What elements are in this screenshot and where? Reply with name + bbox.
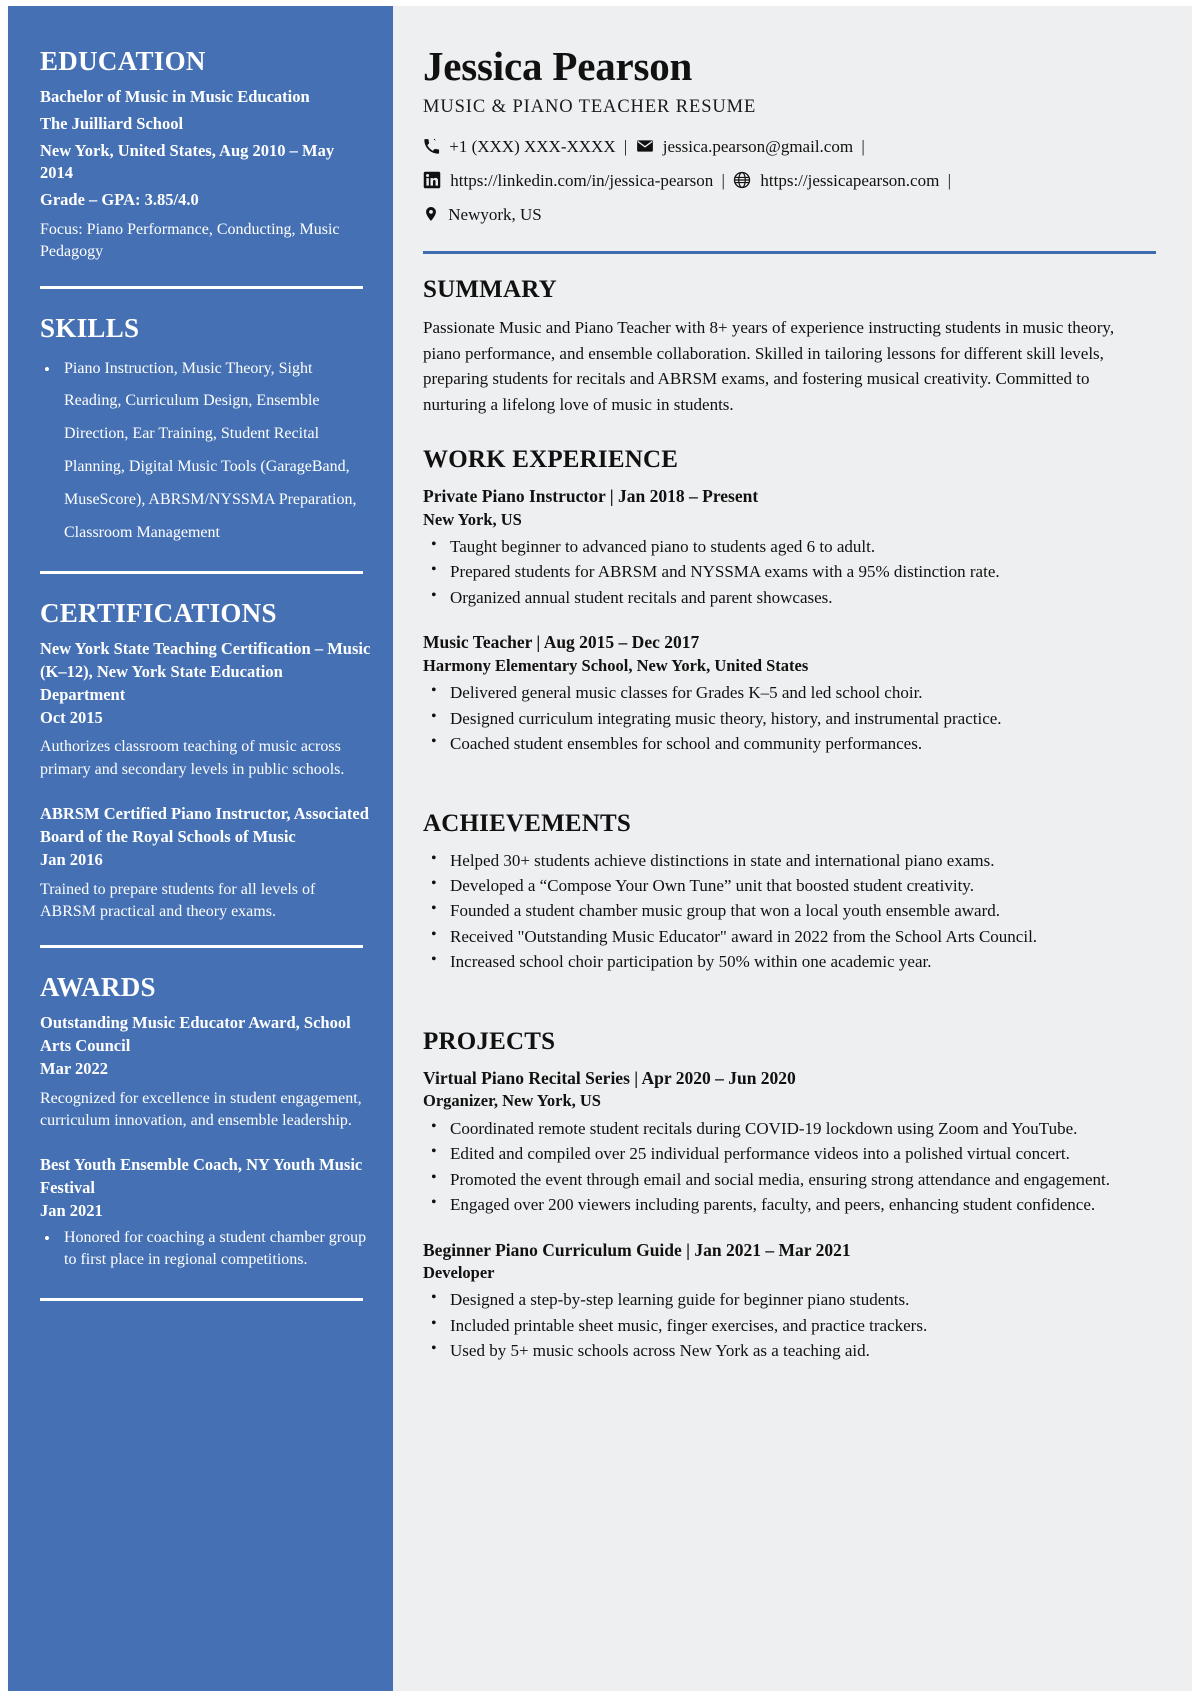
certifications-heading: CERTIFICATIONS	[40, 598, 277, 629]
section-skills	[40, 313, 371, 550]
project-title: Virtual Piano Recital Series | Apr 2020 – Jun 2020	[423, 1067, 796, 1088]
linkedin-icon	[423, 169, 441, 200]
project-entry	[423, 1067, 1156, 1217]
certification-title: New York State Teaching Certification – Music (K–12), New York State Education Department	[40, 639, 371, 704]
education-degree: Bachelor of Music in Music Education	[40, 87, 310, 106]
project-subtitle: Organizer, New York, US	[423, 1091, 601, 1111]
awards-heading: AWARDS	[40, 972, 156, 1003]
list-item: • Taught beginner to advanced piano to students aged 6 to adult.	[423, 535, 1156, 558]
education-heading: EDUCATION	[40, 46, 206, 76]
education-location-dates: New York, United States, Aug 2010 – May 2014	[40, 140, 335, 183]
section-certifications	[40, 598, 371, 923]
list-item: • Included printable sheet music, finger exercises, and practice trackers.	[423, 1314, 1156, 1337]
website-value[interactable]: https://jessicapearson.com	[760, 170, 940, 190]
projects-heading: PROJECTS	[423, 1027, 556, 1055]
section-summary	[423, 276, 1156, 418]
phone-value: +1 (XXX) XXX-XXXX	[449, 136, 616, 156]
section-projects	[423, 1028, 1156, 1363]
contact-info	[423, 132, 1156, 234]
location-value: Newyork, US	[448, 204, 542, 224]
contact-separator: |	[947, 170, 951, 190]
project-subtitle: Developer	[423, 1263, 495, 1283]
job-entry	[423, 631, 1156, 755]
job-bullets	[423, 681, 1156, 755]
certification-description: Authorizes classroom teaching of music across primary and secondary levels in public schools.	[40, 738, 345, 778]
job-title: Music Teacher | Aug 2015 – Dec 2017	[423, 632, 700, 653]
job-subtitle: New York, US	[423, 509, 522, 529]
location-pin-icon	[423, 203, 439, 234]
list-item: • Helped 30+ students achieve distinctions in state and international piano exams.	[423, 849, 1156, 872]
award-date: Jan 2021	[40, 1200, 103, 1220]
section-education	[40, 46, 371, 264]
education-school: The Juilliard School	[40, 113, 184, 133]
list-item: • Received "Outstanding Music Educator" award in 2022 from the School Arts Council.	[423, 925, 1156, 948]
certification-entry	[40, 638, 371, 781]
certification-title: ABRSM Certified Piano Instructor, Associated Board of the Royal Schools of Music	[40, 804, 369, 846]
award-entry	[40, 1012, 371, 1132]
contact-separator: |	[861, 136, 865, 156]
divider-bottom	[40, 1298, 363, 1301]
award-entry	[40, 1154, 371, 1272]
linkedin-value[interactable]: https://linkedin.com/in/jessica-pearson	[450, 170, 714, 190]
email-value[interactable]: jessica.pearson@gmail.com	[662, 136, 854, 156]
project-title: Beginner Piano Curriculum Guide | Jan 2021 – Mar 2021	[423, 1239, 851, 1260]
globe-icon	[733, 169, 751, 200]
education-focus: Focus: Piano Performance, Conducting, Music Pedagogy	[40, 220, 340, 261]
list-item: • Founded a student chamber music group that won a local youth ensemble award.	[423, 899, 1156, 922]
list-item: • Increased school choir participation by 50% within one academic year.	[423, 950, 1156, 973]
summary-heading: SUMMARY	[423, 275, 557, 303]
job-subtitle: Harmony Elementary School, New York, United States	[423, 655, 809, 675]
list-item: • Edited and compiled over 25 individual performance videos into a polished virtual concert.	[423, 1142, 1156, 1165]
list-item: • Engaged over 200 viewers including parents, faculty, and peers, enhancing student confidence.	[423, 1193, 1156, 1216]
list-item: • Organized annual student recitals and parent showcases.	[423, 586, 1156, 609]
award-title: Outstanding Music Educator Award, School Arts Council	[40, 1013, 351, 1056]
job-title: Private Piano Instructor | Jan 2018 – Present	[423, 486, 759, 507]
list-item: • Delivered general music classes for Grades K–5 and led school choir.	[423, 681, 1156, 704]
award-description: Recognized for excellence in student engagement, curriculum innovation, and ensemble leadership.	[40, 1089, 362, 1129]
divider-after-certifications	[40, 945, 363, 948]
email-icon	[636, 135, 654, 166]
header-divider	[423, 251, 1156, 254]
skills-heading: SKILLS	[40, 312, 140, 343]
resume-header	[423, 44, 1156, 254]
project-bullets	[423, 1288, 1156, 1362]
certification-description: Trained to prepare students for all levels of ABRSM practical and theory exams.	[40, 880, 316, 920]
section-awards	[40, 972, 371, 1272]
main-content	[393, 6, 1192, 1691]
achievements-list	[423, 849, 1156, 974]
spacer	[423, 784, 1156, 810]
certification-date: Oct 2015	[40, 707, 103, 727]
certification-date: Jan 2016	[40, 849, 103, 869]
section-work-experience	[423, 446, 1156, 756]
divider-after-skills	[40, 571, 363, 574]
spacer	[423, 1002, 1156, 1028]
work-experience-heading: WORK EXPERIENCE	[423, 446, 679, 474]
list-item: • Used by 5+ music schools across New York as a teaching aid.	[423, 1339, 1156, 1362]
section-achievements	[423, 810, 1156, 974]
list-item: • Designed curriculum integrating music theory, history, and instrumental practice.	[423, 707, 1156, 730]
project-entry	[423, 1239, 1156, 1363]
award-date: Mar 2022	[40, 1058, 108, 1078]
list-item: • Coordinated remote student recitals during COVID-19 lockdown using Zoom and YouTube.	[423, 1117, 1156, 1140]
list-item: • Prepared students for ABRSM and NYSSMA exams with a 95% distinction rate.	[423, 560, 1156, 583]
job-bullets	[423, 535, 1156, 609]
award-bullets	[40, 1227, 371, 1272]
divider-after-education	[40, 286, 363, 289]
project-bullets	[423, 1117, 1156, 1217]
contact-separator: |	[623, 136, 628, 156]
list-item: • Designed a step-by-step learning guide for beginner piano students.	[423, 1288, 1156, 1311]
job-entry	[423, 485, 1156, 609]
contact-separator: |	[721, 170, 725, 190]
education-grade: Grade – GPA: 3.85/4.0	[40, 190, 199, 210]
list-item: • Piano Instruction, Music Theory, Sight Reading, Curriculum Design, Ensemble Direction, Ear Training, Student Recital Planning, Digital Music Tools (GarageBand, MuseScore), ABRSM/NYSSMA Preparation, Classroom Management	[40, 353, 371, 550]
list-item: • Honored for coaching a student chamber group to first place in regional competitions.	[40, 1227, 371, 1272]
summary-text: Passionate Music and Piano Teacher with 8+ years of experience instructing students in music theory, piano performance, and ensemble collaboration. Skilled in tailoring lessons for different skill levels, preparing students for recitals and ABRSM exams, and fostering musical creativity. Committed to nurturing a lifelong love of music in students.	[423, 317, 1115, 415]
skills-list	[40, 353, 371, 550]
certification-entry	[40, 803, 371, 923]
list-item: • Developed a “Compose Your Own Tune” unit that boosted student creativity.	[423, 874, 1156, 897]
award-title: Best Youth Ensemble Coach, NY Youth Music Festival	[40, 1155, 363, 1198]
list-item: • Coached student ensembles for school and community performances.	[423, 732, 1156, 755]
sidebar	[8, 6, 393, 1691]
resume-subtitle: MUSIC & PIANO TEACHER RESUME	[423, 96, 757, 117]
list-item: • Promoted the event through email and social media, ensuring strong attendance and engagement.	[423, 1168, 1156, 1191]
achievements-heading: ACHIEVEMENTS	[423, 809, 631, 837]
phone-icon	[423, 135, 440, 166]
page-title: Jessica Pearson	[423, 43, 693, 89]
